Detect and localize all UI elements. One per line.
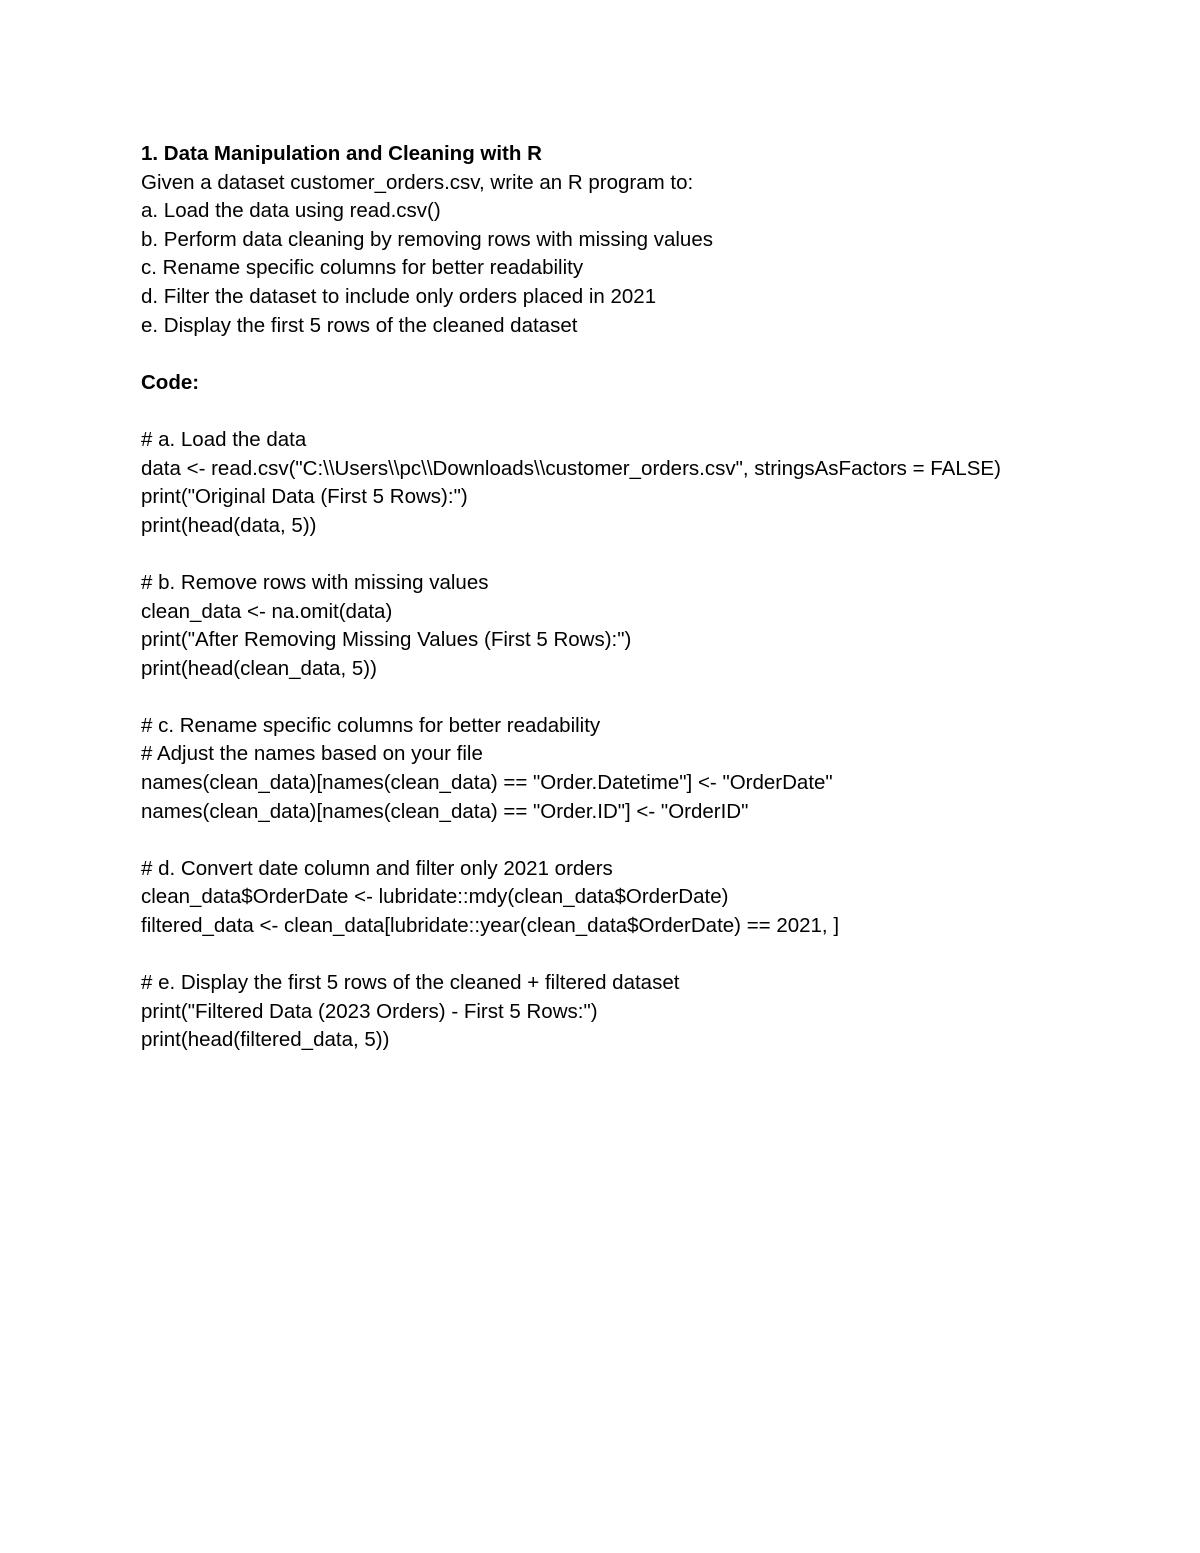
code-line: print(head(clean_data, 5)): [141, 656, 377, 680]
task-item: d. Filter the dataset to include only orders placed in 2021: [141, 284, 657, 308]
spacer: [141, 340, 1141, 369]
code-line: print("Filtered Data (2023 Orders) - First 5 Rows:"): [141, 999, 598, 1023]
code-line: # Adjust the names based on your file: [141, 742, 483, 766]
spacer: [141, 941, 1141, 970]
spacer: [141, 683, 1141, 712]
code-line: # a. Load the data: [141, 427, 307, 451]
code-block-e: [141, 969, 1141, 1055]
code-line: print("After Removing Missing Values (First 5 Rows):"): [141, 628, 632, 652]
code-line: data <- read.csv("C:\\Users\\pc\\Downloads\\customer_orders.csv", stringsAsFactors = FALSE): [141, 456, 1001, 480]
code-line: # c. Rename specific columns for better readability: [141, 713, 601, 737]
code-block-b: [141, 569, 1141, 683]
code-line: clean_data <- na.omit(data): [141, 599, 393, 623]
code-block-a: [141, 426, 1141, 540]
code-line: # d. Convert date column and filter only 2021 orders: [141, 856, 613, 880]
code-line: # b. Remove rows with missing values: [141, 570, 489, 594]
spacer: [141, 826, 1141, 855]
task-item: b. Perform data cleaning by removing rows with missing values: [141, 227, 713, 251]
document-content: [141, 140, 1141, 1055]
code-line: print(head(filtered_data, 5)): [141, 1028, 390, 1052]
spacer: [141, 540, 1141, 569]
code-line: names(clean_data)[names(clean_data) == "Order.ID"] <- "OrderID": [141, 799, 749, 823]
code-block-c: [141, 712, 1141, 826]
code-line: filtered_data <- clean_data[lubridate::year(clean_data$OrderDate) == 2021, ]: [141, 914, 840, 938]
intro-text: Given a dataset customer_orders.csv, write an R program to:: [141, 170, 694, 194]
spacer: [141, 397, 1141, 426]
code-line: clean_data$OrderDate <- lubridate::mdy(clean_data$OrderDate): [141, 885, 729, 909]
task-item: e. Display the first 5 rows of the cleaned dataset: [141, 313, 578, 337]
code-block-d: [141, 855, 1141, 941]
code-line: print(head(data, 5)): [141, 513, 317, 537]
code-line: # e. Display the first 5 rows of the cleaned + filtered dataset: [141, 971, 680, 995]
code-line: print("Original Data (First 5 Rows):"): [141, 485, 468, 509]
task-item: c. Rename specific columns for better readability: [141, 256, 584, 280]
document-heading: 1. Data Manipulation and Cleaning with R: [141, 142, 542, 165]
task-item: a. Load the data using read.csv(): [141, 199, 441, 223]
code-line: names(clean_data)[names(clean_data) == "Order.Datetime"] <- "OrderDate": [141, 771, 833, 795]
code-label: Code:: [141, 370, 200, 394]
